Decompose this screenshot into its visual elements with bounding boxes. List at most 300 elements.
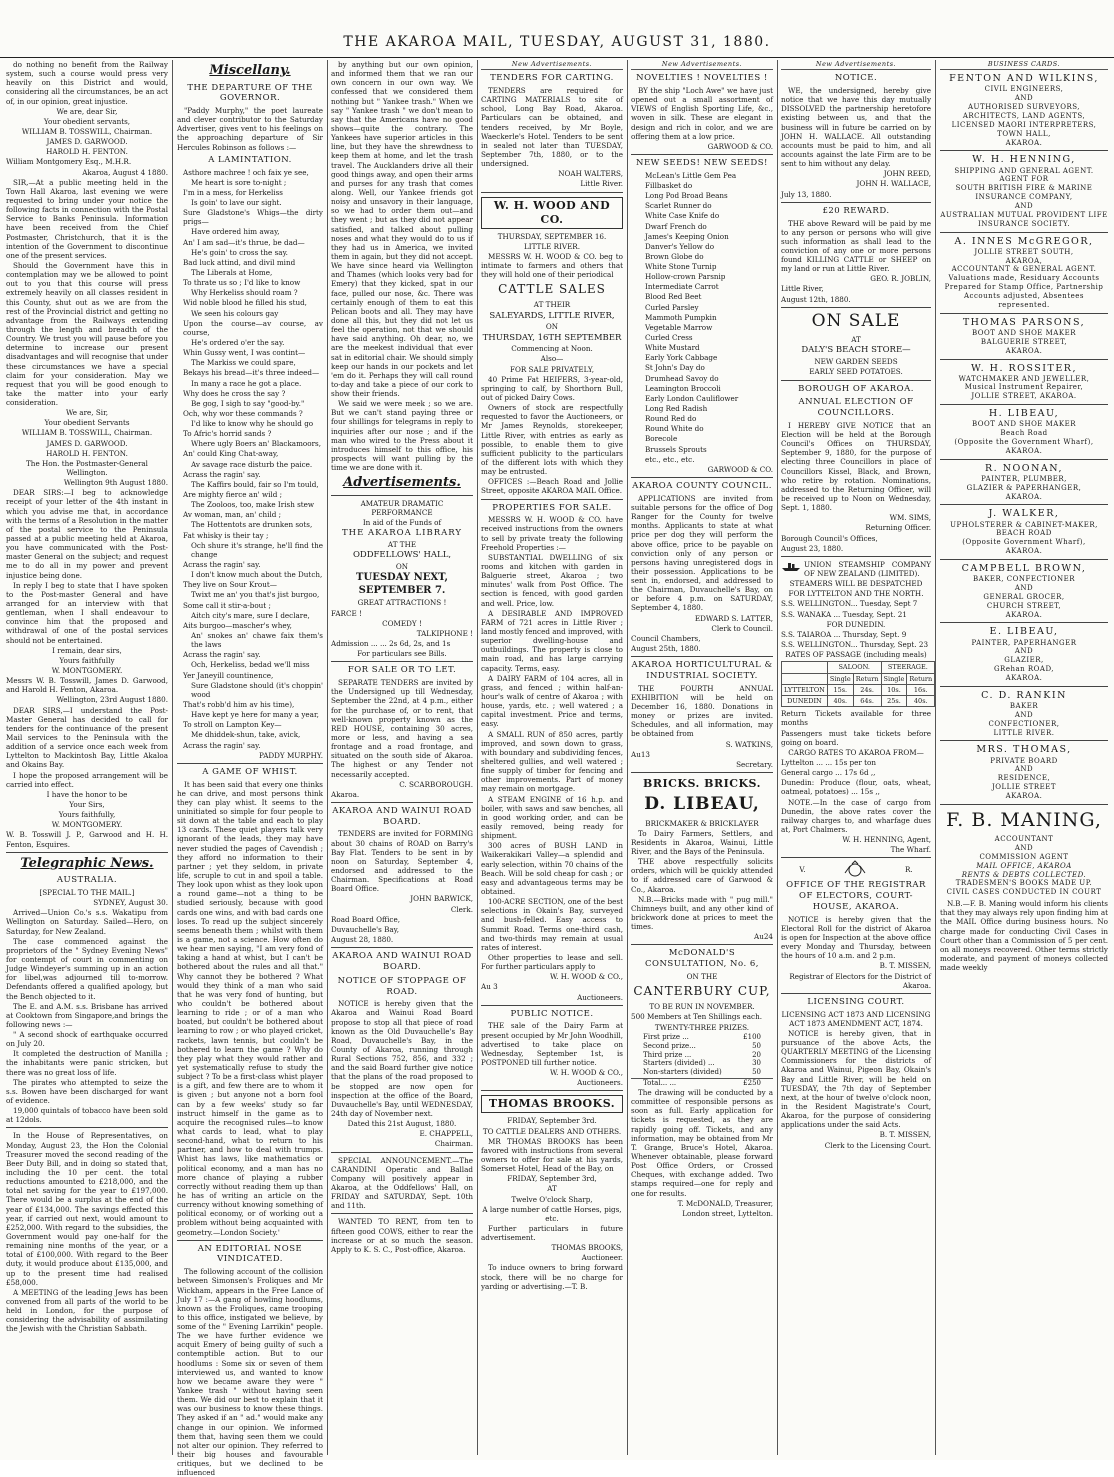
text: TUESDAY NEXT, SEPTEMBER 7.: [356, 572, 448, 596]
text: General cargo ... 17s 6d ,,: [781, 768, 876, 778]
table-cell: LYTTELTON: [782, 684, 828, 695]
poem-line: Is goin' to lave our sight.: [191, 197, 282, 207]
text: W. MONTGOMERY.: [51, 820, 123, 830]
text: S. WATKINS,: [725, 739, 773, 749]
seed-list: [631, 171, 773, 464]
text: UNION STEAMSHIP COMPANY OF NEW ZEALAND (LIMITED).: [804, 559, 931, 578]
text: ACCOUNTANT: [994, 835, 1054, 843]
text: do nothing no benefit from the Railway system, such a course would press very heavily on this District and would, considering all the circumstances, be an act of, in our opinion, great injustice.: [6, 60, 168, 106]
text: SPECIAL ANNOUNCEMENT.—The CARANDINI Operatic and Ballad Company will positively appear in Akaroa, at the Oddfellows' Hall, on FRIDAY and SATURDAY, Sept. 10th and 11th.: [331, 1155, 473, 1211]
text: RATES OF PASSAGE (including meals): [785, 650, 927, 660]
text: A large number of cattle Horses, pigs, etc.: [482, 1204, 622, 1223]
prize-value: 30: [752, 1059, 761, 1068]
section-heading: NOTICE OF STOPPAGE OF ROAD.: [337, 975, 467, 997]
text: N.B.—Bricks made with " pug mill." Chimneys built, and any other kind of brickwork done at prices to meet the times.: [631, 894, 773, 932]
prize-label: Third prize ...: [643, 1050, 692, 1059]
text: W. B. Tosswill J. P., Garwood and H. H. Fenton, Esquires.: [6, 830, 168, 849]
poem-line: Och, why wor these commands ?: [183, 408, 303, 418]
table-header: SALOON.: [827, 662, 881, 673]
text: NOAH WALTERS,: [558, 169, 623, 179]
card-line: GRehan ROAD,: [993, 665, 1055, 674]
table-cell: 40s.: [827, 696, 853, 707]
column-rule: [327, 60, 328, 1455]
card-line: SOUTH BRITISH FIRE & MARINE INSURANCE COMPANY,: [955, 184, 1093, 202]
miscellany-heading: Miscellany.: [209, 63, 291, 78]
prize-row: [631, 1068, 773, 1077]
poem-line: Fat whisky is their tay ;: [183, 530, 269, 540]
text: FRIDAY, September 3rd,: [507, 1174, 597, 1184]
text: B. T. MISSEN,: [879, 1130, 931, 1140]
column-header: New Advertisements.: [631, 60, 773, 70]
divider: [940, 232, 1108, 233]
divider: [331, 495, 473, 496]
poem-line: Acrass the ragin' say.: [183, 469, 261, 479]
card-line: JOLLIE STREET: [991, 783, 1057, 792]
text: ON: [395, 561, 409, 571]
text: 500 Members at Ten Shillings each.: [631, 1012, 762, 1022]
divider: [331, 1213, 473, 1214]
prize-label: First prize ...: [643, 1032, 689, 1041]
card-line: TOWN HALL,: [997, 129, 1051, 138]
text: MR THOMAS BROOKS has been favored with instructions from several owners to offer for sale at his yards, Somerset Hotel, Head of the Bay, on: [481, 1136, 623, 1174]
text: W. H. WOOD & CO.,: [550, 972, 623, 982]
poem-line: The Markiss we could spare,: [191, 358, 296, 368]
card-line: BAKER: [1009, 701, 1039, 710]
divider: [631, 656, 773, 657]
card-line: AND: [1014, 94, 1034, 103]
text: LICENSING ACT 1873 AND LICENSING ACT 1873 AMENDMENT ACT, 1874.: [781, 1009, 931, 1028]
list-item: Long Red Radish: [645, 404, 708, 414]
card-name: R. NOONAN,: [985, 462, 1063, 474]
text: THE AKAROA LIBRARY: [341, 528, 463, 539]
divider: [6, 852, 168, 853]
text: 19,000 quintals of tobacco have been sold at 12dols.: [6, 1106, 168, 1125]
section-heading: TENDERS FOR CARTING.: [490, 73, 614, 84]
poem-line: Sure Gladstone's Whigs—the dirty prigs—: [183, 208, 323, 227]
table-cell: 40s.: [907, 696, 935, 707]
text: The pirates who attempted to seize the s.s. Bowen have been discharged for want of evidence.: [6, 1077, 168, 1106]
text: NOTICE is hereby given, that in pursuance of the above Acts, the QUARTERLY MEETING of the Licensing Commissioners for the districts of Akaroa and Wainui, Pigeon Bay, Okain's Bay and Little River, will be held on TUESDAY, the 7th day of September next, at the hour of twelve o'clock noon, in the Resident Magistrate's Court, Akaroa, for the purpose of considering applications under the said Acts.: [781, 1028, 931, 1130]
business-card: [940, 808, 1108, 897]
card-line: LITTLE RIVER.: [993, 728, 1055, 737]
list-item: White Stone Turnip: [645, 262, 717, 272]
text: THE sale of the Dairy Farm at present occupied by Mr John Woodhill, advertised to take place on Wednesday, September 1st, is POSTPONED till further notice.: [481, 1021, 623, 1067]
prize-row: [631, 1042, 773, 1051]
prize-value: 50: [752, 1068, 761, 1077]
dateline: SYDNEY, August 30.: [93, 898, 168, 908]
card-line: BOOT AND SHOE MAKER: [972, 420, 1076, 429]
card-name: W. H. HENNING,: [972, 154, 1076, 166]
text: Owners of stock are respectfully requested to favor the Auctioneers, or Mr James Reynolds, storekeeper, Little River, with entries as early as possible, to enable them to give sufficient publicity to the particulars of the different lots with which they may be entrusted.: [481, 403, 623, 477]
text: C. SCARBOROUGH.: [399, 779, 473, 789]
business-card: [940, 236, 1108, 310]
text: APPLICATIONS are invited from suitable persons for the office of Dog Ranger for the County for twelve months. Applicants to state at what price per dog they will perform the above office, price to be payable on conviction only of any person or persons having unregistered dogs in their possession. Applications to be sent in, endorsed, and addressed to the Chairman, Duvauchelle's Bay, on or before 4 p.m. on SATURDAY, September 4, 1880.: [631, 493, 773, 613]
section-heading: FOR SALE OR TO LET.: [347, 665, 457, 676]
text: EARLY SEED POTATOES.: [809, 367, 903, 377]
card-line: AKAROA.: [1005, 346, 1043, 355]
text: It completed the destruction of Manilla ; the inhabitants were panic stricken, but there was no great loss of life.: [6, 1049, 168, 1077]
fare-table: [781, 661, 935, 707]
poem-line: In many a race he got a place.: [191, 378, 302, 388]
prize-label: Starters (divided) ...: [643, 1059, 715, 1068]
divider: [481, 1005, 623, 1006]
poem-line: To Afric's horrid sands ?: [183, 429, 272, 439]
ad-heading: CATTLE SALES: [498, 282, 606, 297]
text: Messrs W. B. Tosswill, James D. Garwood, and Harold H. Fenton, Akaroa.: [6, 676, 168, 695]
card-line: Musical Instrument Repairer,: [964, 383, 1084, 392]
poem-line: I'm in a mess, for Herkeliss: [183, 187, 283, 197]
text: We said we were meek ; so we are. But we can't stand paying three or four shillings for telegrams in reply to inquiries after our nose ; and if the man who wired to the Press about it introduces himself to this office, his prospects will want pulling by the time we are done with it.: [331, 399, 473, 473]
table-cell: 16s.: [907, 684, 935, 695]
card-line: SHIPPING AND GENERAL AGENT.: [954, 166, 1094, 175]
text: Also—: [540, 354, 564, 364]
column-1: [6, 60, 168, 1455]
text: THE above respectfully solicits orders, which will be quickly attended to if addressed care of Garwood & Co., Akaroa.: [631, 857, 773, 894]
text: COMMISSION AGENT: [979, 852, 1069, 861]
poem-line: Och shure it's strange, he'll find the change: [191, 540, 323, 559]
prize-value: 50: [752, 1041, 761, 1050]
section-heading: ANNUAL ELECTION OF COUNCILLORS.: [798, 397, 914, 419]
divider: [781, 556, 931, 557]
list-item: White Case Knife do: [645, 211, 720, 221]
table-cell: 64s.: [853, 696, 881, 707]
list-item: Round Red do: [645, 414, 697, 424]
text: WANTED TO RENT, from ten to fifteen good COWS, either to rear the increase or at so much the season. Apply to K. S. C., Post-office, Akaroa.: [331, 1217, 473, 1254]
table-cell: [782, 662, 828, 673]
text: A MEETING of the leading Jews has been convened from all parts of the world to be held in London, for the purpose of considering the advisability of assimilating the Jewish with the Christian Sabbath.: [6, 1287, 168, 1334]
text: FOR DUNEDIN.: [826, 619, 886, 629]
column-6: [781, 60, 931, 1455]
property-list: [481, 515, 623, 971]
poem-line: An' snokes an' chawe faix them's the laws: [191, 631, 323, 650]
text: Little River,: [781, 284, 824, 294]
text: by anything but our own opinion, and informed them that we ran our own concern in our own way. We confessed that we considered them nothing but " Yankee trash." When we say " Yankee trash " we don't mean to say that the Americans have no good shows—quite the contrary. The Yankees have superior articles in this line, but they have the shrewdness to keep them at home, and let the trash travel. The Aucklanders drive all their good things away, and open their arms and purses for any trash that comes along. Well, our Yankee friends got noisy and unsavory in their language, so we had to order them out—and they went ; but as they did not appear satisfied, and talked about pulling noses and what they would do to us if they had us in America, we invited them in again, but they did not accept. We have since heard via Wellington and Thames (which looks very bad for Emery) that they kicked, spat in our face, pulled our nose, &c. There was certainly enough of them to eat this Pelican boots and all. They may have done all this, but they did not let us feel the operation, not that we should have said anything. Oh dear, no, we are the meekest individual that ever sat in editorial chair. We should simply keep our hands in our pockets and let 'em do it. Perhaps they will call round to-day and take a piece of our cork to show their friends.: [331, 60, 473, 399]
divider: [331, 1152, 473, 1153]
card-name: E. LIBEAU,: [989, 626, 1059, 638]
text: JOHN REED,: [883, 169, 931, 179]
text: To induce owners to bring forward stock, there will be no charge for yarding or advertising.—T. B.: [481, 1263, 623, 1291]
text: THE above Reward will be paid by me to any person or persons who will give such information as shall lead to the conviction of any one or more persons found KILLING CATTLE or SHEEP on my land or run at Little River.: [781, 218, 931, 274]
list-item: Brussels Sprouts: [645, 444, 707, 454]
card-name: W. H. ROSSITER,: [971, 362, 1077, 374]
prize-list: [631, 1033, 773, 1077]
card-line: AKAROA.: [1005, 547, 1043, 556]
list-item: Borecole: [645, 434, 678, 444]
card-line: BEACH ROAD: [996, 529, 1052, 538]
text: THURSDAY, 16TH SEPTEMBER: [482, 332, 622, 343]
divider: [940, 459, 1108, 460]
card-name: CAMPBELL BROWN,: [961, 563, 1087, 574]
poem-line: Och, Herkeliss, bedad we'll miss: [191, 660, 310, 670]
text: S.S. WELLINGTON... Thursday, Sept. 23: [781, 639, 929, 649]
card-line: BOOT AND SHOE MAKER: [972, 328, 1076, 337]
section-heading: OFFICE OF THE REGISTRAR OF ELECTORS, COURT-HOUSE, AKAROA.: [786, 880, 926, 912]
column-7: [940, 60, 1108, 1455]
text: THURSDAY, SEPTEMBER 16.: [497, 231, 607, 241]
card-line: AKAROA.: [1005, 674, 1043, 682]
card-line: AKAROA.: [1005, 492, 1043, 501]
section-heading: £20 REWARD.: [822, 205, 890, 216]
text: To Dairy Farmers, Settlers, and Residents in Akaroa, Wainui, Little River, and the Bays of the Peninsula.: [631, 828, 773, 856]
section-heading: A LAMINTATION.: [208, 154, 292, 165]
section-heading: AKAROA HORTICULTURAL & INDUSTRIAL SOCIETY.: [631, 660, 773, 681]
letter-d: [6, 695, 168, 848]
poem-line: Asthore machree ! och faix ye see,: [183, 167, 309, 177]
list-item: A STEAM ENGINE of 16 h.p. and boiler, with saws and saw benches, all in good working order, and can be easily removed, being ready for shipment.: [481, 794, 623, 841]
column-4: [481, 60, 623, 1455]
text: NOTE.—In the case of cargo from Dunedin, the above rates cover the railway charges to, and wharfage dues at, Port Chalmers.: [781, 797, 931, 834]
card-line: CONFECTIONER,: [988, 719, 1060, 728]
text: MAIL OFFICE, AKAROA: [976, 861, 1072, 870]
list-item: Curled Cress: [645, 333, 693, 343]
masthead: [0, 0, 1114, 58]
business-card: [940, 690, 1108, 738]
text: AND: [1014, 843, 1034, 852]
list-item: Blood Red Beet: [645, 292, 702, 302]
text: SALEYARDS, LITTLE RIVER,: [489, 310, 615, 321]
poem-line: Me heart is sore to-night ;: [191, 177, 287, 187]
poem: [177, 168, 323, 750]
poem-line: To thrate us so ; I'd like to know: [183, 278, 301, 288]
column-2: [177, 60, 324, 1477]
ad-heading: W. H. WOOD AND CO.: [481, 197, 623, 229]
section-heading: McDONALD'S CONSULTATION, No. 6,: [645, 948, 759, 970]
column-rule: [172, 60, 173, 1455]
list-item: 100-ACRE SECTION, one of the best selections in Okain's Bay, surveyed and bush-felled. Easy access to Summit Road. Terms one-third cash, and two-thirds may remain at usual rates of interest.: [481, 897, 623, 952]
card-name: J. WALKER,: [988, 508, 1060, 520]
letter-c: [6, 478, 168, 694]
divider: [631, 154, 773, 155]
table-row: [782, 684, 935, 695]
column-3: [331, 60, 473, 1455]
text: FRIDAY, September 3rd.: [507, 1116, 597, 1126]
text: Passengers must take tickets before going on board.: [781, 728, 931, 747]
card-line: GLAZIER,: [1004, 656, 1044, 665]
ad-heading: CANTERBURY CUP,: [633, 984, 771, 999]
card-line: AND: [1014, 710, 1034, 719]
letter-a: [6, 60, 168, 167]
text: S.S. WANAKA ... Tuesday, Sept. 21: [781, 609, 907, 619]
text: R.: [904, 864, 913, 874]
text: AT: [851, 335, 861, 345]
text: In the House of Representatives, on Monday, August 23, the Hon the Colonial Treasurer moved the second reading of the Beer Duty Bill, and in doing so stated that, including the 10 per cent. the total reductions amounted to £218,000, and the total net saving for the year to £197,000. There would be a surplus at the end of the year of £134,000. The savings effected this year, if carried out next, would amount to £252,000. With regard to the subsidies, the Government would pay one-half for the remaining nine months of the year, or a total of £100,000. With regard to the Beer duty, it would produce about £135,000, and up to the present time had realised £58,000.: [6, 1131, 168, 1287]
column-5: [631, 60, 773, 1455]
text: Your obedient servants,: [43, 116, 131, 126]
divider: [177, 763, 323, 764]
text: August 28, 1880.: [331, 935, 394, 945]
card-name: THOMAS PARSONS,: [962, 316, 1086, 328]
text: The case commenced against the proprietors of the " Sydney Evening News" for contempt of court in commenting on Judge Windeyer's summing up in an action for libel,was adjourned till to-morrow. Defendants offered a qualified apology, but the Bench objected to it.: [6, 936, 168, 1001]
business-card: [940, 73, 1108, 147]
text: SIR,—At a public meeting held in the Town Hall Akaroa, last evening we were requested to bring under your notice the following facts in connection with the Postal Service to Banks Peninsula. Information have been received from the Chief Postmaster, Christchurch, that it is the intention of the Government to discontinue one of the present services.: [6, 177, 168, 260]
divider: [177, 1240, 323, 1241]
card-line: AKAROA.: [1005, 138, 1043, 147]
letter-b: [6, 168, 168, 478]
text: GREAT ATTRACTIONS !: [357, 598, 447, 608]
divider: [331, 661, 473, 662]
column-header: New Advertisements.: [481, 60, 623, 70]
table-row: [782, 662, 935, 673]
poem-line: The Hottentots are drunken sots,: [191, 520, 313, 530]
poem-line: That's robb'd him av his time),: [183, 700, 295, 709]
list-item: St John's Day do: [645, 363, 705, 373]
text: In reply I beg to state that I have spoken to the Post-master General and have arranged for an interview with that gentleman, when I shall endeavour to convince him that the proposed and withdrawal of one of the postal services should not be entertained.: [6, 580, 168, 645]
list-item: SUBSTANTIAL DWELLING of six rooms and kitchen with garden in Balguerie street, Akaroa ; two minutes' walk from Post Office. The section is fenced, with good garden and well. Price, low.: [481, 552, 623, 608]
list-item: Brown Globe do: [645, 251, 704, 261]
table-cell: 24s.: [853, 684, 881, 695]
poem-line: Acrass the ragin' say.: [183, 740, 261, 750]
date: Akaroa, August 4 1880.: [82, 167, 168, 177]
text: N.B.—F. B. Maning would inform his clients that they may always rely upon finding him at the MAIL Office during business hours. No charge made for conducting Civil Cases in Court other than a Commission of 5 per cent. on all moneys recovered. Other terms strictly moderate, and payment of moneys collected made weekly: [940, 899, 1108, 973]
text: " A second shock of earthquake occurred on July 20.: [6, 1030, 168, 1049]
text: BRICKMAKER & BRICKLAYER: [645, 818, 759, 828]
divider: [631, 477, 773, 478]
text: GARWOOD & CO.: [707, 141, 773, 151]
steamship-header: [781, 560, 931, 579]
business-card: [940, 626, 1108, 682]
text: Lyttelton ... ... 15s per ton: [781, 757, 876, 767]
text: EDWARD S. LATTER,: [694, 613, 773, 623]
section-heading: LICENSING COURT.: [807, 996, 905, 1007]
text: MESSRS W. H. WOOD & CO. beg to intimate to farmers and others that they will hold one of their periodical: [481, 251, 623, 280]
divider: [331, 802, 473, 803]
divider: [481, 1090, 623, 1091]
card-name: H. LIBEAU,: [988, 408, 1060, 420]
business-card: [940, 744, 1108, 800]
list-item: Fillbasket do: [645, 180, 693, 190]
ad-heading: BRICKS. BRICKS.: [643, 777, 761, 791]
text: LITTLE RIVER.: [523, 241, 581, 251]
card-name: C. D. RANKIN: [981, 689, 1067, 701]
text: Auctioneers.: [577, 992, 623, 1002]
poem-line: Are mighty fierce an' wild ;: [183, 490, 283, 500]
poem-line: Where ugly Boers an' Blackamoors,: [191, 439, 321, 449]
text: CIVIL CASES CONDUCTED IN COURT: [946, 888, 1102, 897]
text: TWENTY-THREE PRIZES.: [654, 1022, 750, 1032]
table-row: [782, 696, 935, 707]
text: I remain, dear sirs,: [52, 645, 122, 655]
text: TO BE RUN IN NOVEMBER.: [649, 1002, 755, 1012]
text: "Paddy Murphy," the poet laureate and clever contributor to the Saturday Advertiser, gives vent to his feelings on the approaching departure of Sir Hercules Robinson as follows :—: [177, 106, 323, 152]
text: Clerk to the Licensing Court.: [824, 1140, 931, 1150]
poem-line: They live on Sour Krout—: [183, 580, 277, 590]
text: V.: [799, 864, 806, 874]
text: RENTS & DEBTS COLLECTED.: [961, 870, 1087, 879]
text: TALKIPHONE !: [416, 628, 473, 638]
text: August 25th, 1880.: [631, 644, 701, 654]
text: Returning Officer.: [865, 523, 931, 533]
card-line: AND: [1014, 765, 1034, 774]
card-line: ARCHITECTS, LAND AGENTS,: [962, 111, 1086, 120]
divider: [940, 150, 1108, 151]
list-item: Drumhead Savoy do: [645, 373, 719, 383]
text: AMATEUR DRAMATIC PERFORMANCE: [360, 498, 444, 517]
poem-line: Bad luck attind, and divil mind: [183, 257, 296, 267]
section-heading: PUBLIC NOTICE.: [510, 1008, 594, 1019]
text: Dated this 21st August, 1880.: [347, 1119, 457, 1129]
poem-line: To stroll on Lampton Key—: [183, 720, 282, 730]
poem-line: Bekays his bread—it's three indeed—: [183, 368, 320, 378]
text: OFFICES :—Beach Road and Jollie Street, opposite AKAROA MAIL Office.: [481, 477, 623, 496]
divider: [940, 313, 1108, 314]
list-item: Long Pod Broad Beans: [645, 191, 728, 201]
column-rule: [935, 60, 936, 1455]
card-line: AGENT FOR: [999, 175, 1049, 184]
text: TENDERS are required for CARTING MATERIALS to site of school, Long Bay Road, Akaroa. Particulars can be obtained, and tenders received, by Mr Boyle, Waeckerle's Hotel. Tenders to be sent in sealed not later than TUESDAY, September 7th, 1880, or to the undersigned.: [481, 86, 623, 169]
text: W. H. WOOD & CO.,: [550, 1068, 623, 1078]
poem-line: Aits burgoo—mascher's whey,: [183, 620, 292, 630]
card-line: GENERAL GROCER,: [983, 592, 1065, 601]
list-item: 300 acres of BUSH LAND in Waikerakikari Valley—a splendid and early selection, within 70 chains of the Beach. Will be sold cheap for cash ; or easy and advantageous terms may be obtained.: [481, 841, 623, 896]
divider: [781, 993, 931, 994]
column-header: BUSINESS CARDS.: [940, 60, 1108, 70]
section-heading: A GAME OF WHIST.: [202, 766, 298, 777]
column-header: New Advertisements.: [781, 60, 931, 70]
text: STEAMERS WILL BE DESPATCHED: [789, 579, 923, 589]
poem-line: Yer Janeyill countinence,: [183, 670, 274, 680]
list-item: Danver's Yellow do: [645, 241, 715, 251]
divider: [781, 857, 931, 858]
column-rule: [777, 60, 778, 1455]
table-row: [782, 673, 935, 684]
text: AT THEIR: [533, 300, 571, 310]
date: Wellington, 23rd August 1880.: [56, 695, 168, 705]
poem-line: An' could King Chat-away,: [183, 449, 279, 459]
poem-line: I'd like to know why he should go: [191, 419, 314, 429]
card-name: MRS. THOMAS,: [976, 744, 1072, 756]
text: I have the honor to be: [46, 789, 128, 799]
divider: [631, 772, 773, 773]
text: COMEDY !: [382, 618, 422, 628]
text: Council Chambers,: [631, 633, 701, 643]
text: B. T. MISSEN,: [879, 961, 931, 971]
divider: [940, 504, 1108, 505]
text: CARGO RATES TO AKAROA FROM—: [788, 747, 924, 757]
text: WE, the undersigned, hereby give notice that we have this day mutually DISSOLVED the partnership heretofore existing between us, and that the business will in future be carried on by JOHN H. WALLACE. All outstanding accounts must be paid to him, and all accounts against the late Firm are to be sent to him without any delay.: [781, 86, 931, 169]
poem-line: Have ordered him away,: [191, 227, 280, 237]
text: Your Sirs,: [69, 799, 105, 809]
table-header: Single: [881, 673, 907, 684]
text: Total... ...: [643, 1079, 677, 1088]
text: Auctioneer.: [581, 1253, 623, 1263]
business-card: [940, 508, 1108, 556]
column-rule: [477, 60, 478, 1455]
text: Auctioneers.: [577, 1078, 623, 1088]
card-name: FENTON AND WILKINS,: [949, 73, 1099, 85]
card-line: PRIVATE BOARD: [990, 756, 1058, 765]
list-item: Curled Parsley: [645, 302, 699, 312]
list-item: A DESIRABLE AND IMPROVED FARM of 721 acres in Little River ; land mostly fenced and improved, with superior dwelling-house and outbuildings. The property is close to main road, and has large carrying capacity. Terms, easy.: [481, 608, 623, 673]
divider: [940, 686, 1108, 687]
list-item: Scarlet Runner do: [645, 201, 712, 211]
card-line: GLAZIER & PAPERHANGER,: [966, 483, 1082, 492]
text: ON: [545, 322, 559, 332]
telegraphic-heading: Telegraphic News.: [20, 855, 154, 871]
masthead-title: THE AKAROA MAIL, TUESDAY, AUGUST 31, 1880.: [343, 34, 771, 50]
prize-label: Non-starters (divided): [643, 1068, 722, 1077]
text: I hope the proposed arrangement will be carried into effect.: [6, 770, 168, 789]
list-item: McLean's Little Gem Pea: [645, 170, 737, 180]
text: Your obedient Servants: [44, 418, 130, 428]
prize-label: Second prize...: [643, 1041, 696, 1050]
text: London street, Lyttelton.: [682, 1208, 773, 1218]
text: FOR SALE PRIVATELY,: [509, 364, 595, 374]
poem-line: Be gog, I sigh to say "good-by.": [191, 398, 305, 408]
card-line: BAKER, CONFECTIONER: [973, 575, 1075, 584]
card-name: F. B. MANING,: [946, 808, 1102, 831]
poem-line: Sure Gladstone should (it's choppin' wood: [191, 680, 324, 699]
text: Registrar of Electors for the District of Akaroa.: [789, 971, 931, 990]
